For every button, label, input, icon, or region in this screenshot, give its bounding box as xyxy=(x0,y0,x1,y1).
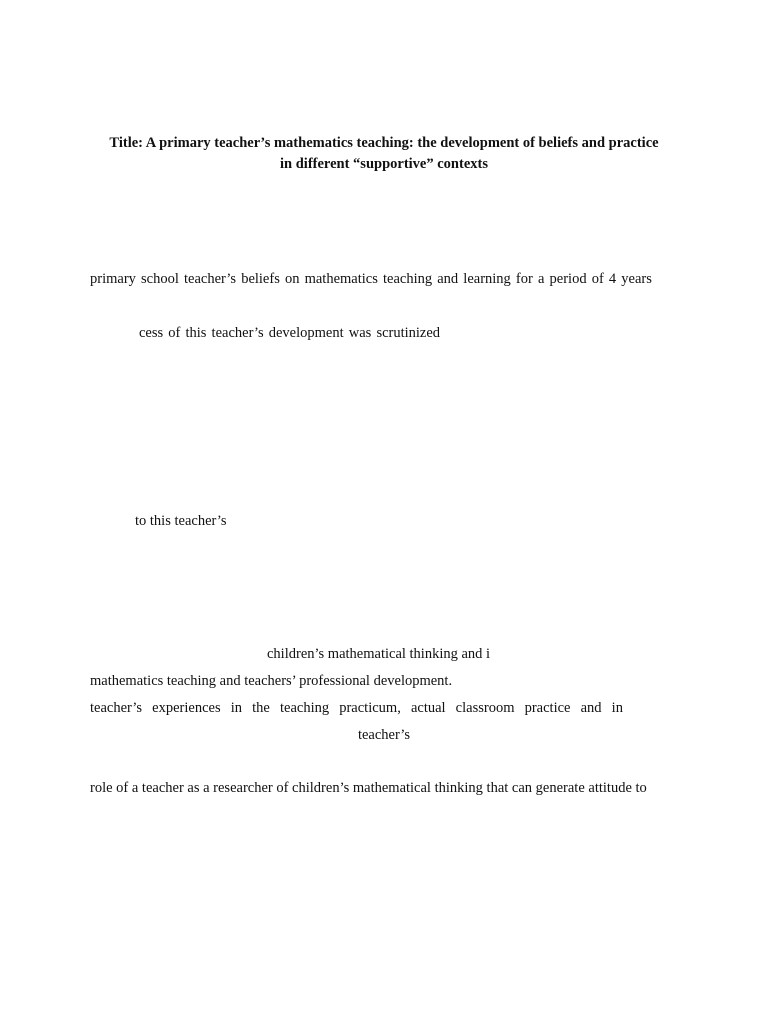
text-fragment-6: teacher’s experiences in the teaching practicum, actual classroom practice and in xyxy=(90,700,623,716)
text-fragment-1: primary school teacher’s beliefs on mathematics teaching and learning for a period of 4 years xyxy=(90,271,652,287)
text-fragment-7: teacher’s xyxy=(357,727,411,743)
text-fragment-8: role of a teacher as a researcher of children’s mathematical thinking that can generate attitude to xyxy=(90,780,647,796)
text-fragment-5: mathematics teaching and teachers’ professional development. xyxy=(90,673,453,689)
text-fragment-4: children’s mathematical thinking and i xyxy=(267,646,491,662)
text-fragment-2: cess of this teacher’s development was scrutinized xyxy=(139,325,441,341)
document-title xyxy=(0,133,768,175)
text-fragment-3: to this teacher’s xyxy=(135,513,227,529)
title-line-2: in different “supportive” contexts xyxy=(280,156,488,172)
title-line-1: Title: A primary teacher’s mathematics teaching: the development of beliefs and practice xyxy=(109,135,659,151)
